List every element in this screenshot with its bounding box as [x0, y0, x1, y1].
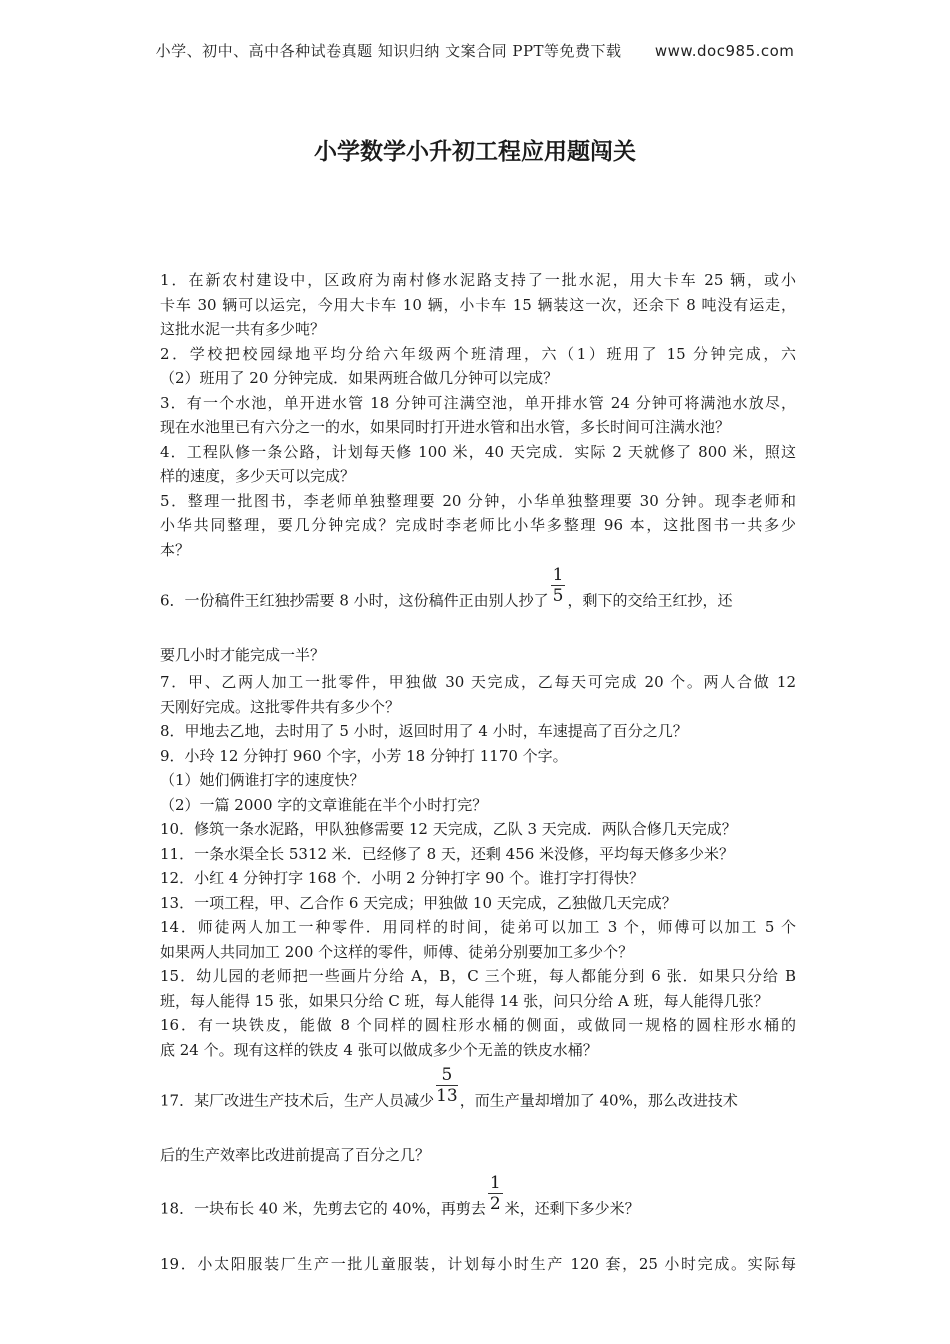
header-site-url[interactable]: www.doc985.com — [654, 42, 795, 60]
question-9-part-1: （1）她们俩谁打字的速度快？ — [160, 771, 365, 789]
header-text: 小学、初中、高中各种试卷真题 知识归纳 文案合同 PPT等免费下载 — [155, 42, 622, 60]
question-18-text-before: 18．一块布长 40 米，先剪去它的 40%，再剪去 — [160, 1199, 486, 1218]
fraction-denominator: 5 — [552, 586, 564, 606]
question-14-line-2: 如果两人共同加工 200 个这样的零件，师傅、徒弟分别要加工多少个？ — [160, 942, 634, 961]
question-17-line-1 — [160, 1062, 796, 1128]
question-7-line-1: 7．甲、乙两人加工一批零件，甲独做 30 天完成，乙每天可完成 20 个。两人合做 12 — [160, 673, 796, 691]
question-5-line-2: 小华共同整理，要几分钟完成？完成时李老师比小华多整理 96 本，这批图书一共多少 — [160, 516, 796, 534]
question-17-line-2: 后的生产效率比改进前提高了百分之几？ — [160, 1146, 431, 1164]
page-header — [0, 40, 950, 61]
fraction-numerator: 1 — [489, 1173, 501, 1193]
fraction-numerator: 1 — [552, 565, 564, 585]
question-16-line-2: 底 24 个。现有这样的铁皮 4 张可以做成多少个无盖的铁皮水桶？ — [160, 1040, 598, 1059]
question-3-line-2: 现在水池里已有六分之一的水，如果同时打开进水管和出水管，多长时间可注满水池？ — [160, 418, 731, 436]
question-6-text-after: ，剩下的交给王红抄，还 — [567, 591, 733, 610]
question-1-line-2: 卡车 30 辆可以运完，今用大卡车 10 辆，小卡车 15 辆装这一次，还余下 8 吨没有运走， — [160, 295, 796, 314]
question-1-line-3: 这批水泥一共有多少吨？ — [160, 320, 326, 338]
question-2-line-2: （2）班用了 20 分钟完成．如果两班合做几分钟可以完成？ — [160, 369, 559, 387]
question-list — [160, 268, 796, 1277]
question-1-line-1: 1．在新农村建设中，区政府为南村修水泥路支持了一批水泥，用大卡车 25 辆，或小 — [160, 271, 796, 289]
question-7-line-2: 天刚好完成。这批零件共有多少个？ — [160, 697, 401, 716]
question-4-line-1: 4．工程队修一条公路，计划每天修 100 米，40 天完成．实际 2 天就修了 800 米，照这 — [160, 442, 796, 461]
question-13: 13．一项工程，甲、乙合作 6 天完成；甲独做 10 天完成，乙独做几天完成？ — [160, 893, 677, 912]
question-15-line-2: 班，每人能得 15 张，如果只分给 C 班，每人能得 14 张，问只分给 A 班，每人能得几张？ — [160, 991, 769, 1010]
question-12: 12．小红 4 分钟打字 168 个．小明 2 分钟打字 90 个。谁打字打得快？ — [160, 869, 645, 887]
question-6-line-1 — [160, 562, 796, 628]
fraction-one-half — [488, 1173, 503, 1214]
page-title: 小学数学小升初工程应用题闯关 — [314, 139, 636, 165]
question-16-line-1: 16．有一块铁皮，能做 8 个同样的圆柱形水桶的侧面，或做同一规格的圆柱形水桶的 — [160, 1016, 796, 1034]
question-11: 11．一条水渠全长 5312 米．已经修了 8 天，还剩 456 米没修，平均每天修多少米？ — [160, 844, 735, 863]
question-18-text-after: 米，还剩下多少米？ — [504, 1199, 640, 1218]
fraction-five-thirteenths — [436, 1065, 458, 1106]
question-6-line-2: 要几小时才能完成一半？ — [160, 646, 326, 664]
question-5-line-1: 5．整理一批图书，李老师单独整理要 20 分钟，小华单独整理要 30 分钟。现李老师和 — [160, 491, 796, 510]
question-17-text-after: ，而生产量却增加了 40%，那么改进技术 — [459, 1091, 738, 1110]
question-14-line-1: 14．师徒两人加工一种零件．用同样的时间，徒弟可以加工 3 个，师傅可以加工 5 个 — [160, 918, 796, 936]
fraction-denominator: 2 — [489, 1194, 501, 1214]
fraction-numerator: 5 — [436, 1065, 458, 1086]
question-9-part-2: （2）一篇 2000 字的文章谁能在半个小时打完？ — [160, 795, 488, 814]
question-2-line-1: 2．学校把校园绿地平均分给六年级两个班清理，六（1）班用了 15 分钟完成，六 — [160, 344, 796, 363]
question-10: 10．修筑一条水泥路，甲队独修需要 12 天完成，乙队 3 天完成．两队合修几天完成？ — [160, 820, 737, 838]
question-4-line-2: 样的速度，多少天可以完成？ — [160, 467, 356, 485]
question-3-line-1: 3．有一个水池，单开进水管 18 分钟可注满空池，单开排水管 24 分钟可将满池水放尽， — [160, 393, 796, 412]
question-19-line-1: 19．小太阳服装厂生产一批儿童服装，计划每小时生产 120 套，25 小时完成。实际每 — [160, 1255, 796, 1273]
question-9: 9．小玲 12 分钟打 960 个字，小芳 18 分钟打 1170 个字。 — [160, 746, 568, 765]
question-18-line-1 — [160, 1170, 796, 1236]
question-15-line-1: 15．幼儿园的老师把一些画片分给 A，B，C 三个班，每人都能分到 6 张．如果只分给 B — [160, 967, 796, 985]
fraction-one-fifth — [551, 565, 566, 606]
question-5-line-3: 本？ — [160, 540, 191, 559]
fraction-denominator: 13 — [436, 1086, 458, 1106]
question-6-text-before: 6．一份稿件王红独抄需要 8 小时，这份稿件正由别人抄了 — [160, 591, 549, 610]
question-8: 8．甲地去乙地，去时用了 5 小时，返回时用了 4 小时，车速提高了百分之几？ — [160, 722, 688, 740]
question-17-text-before: 17．某厂改进生产技术后，生产人员减少 — [160, 1091, 435, 1110]
